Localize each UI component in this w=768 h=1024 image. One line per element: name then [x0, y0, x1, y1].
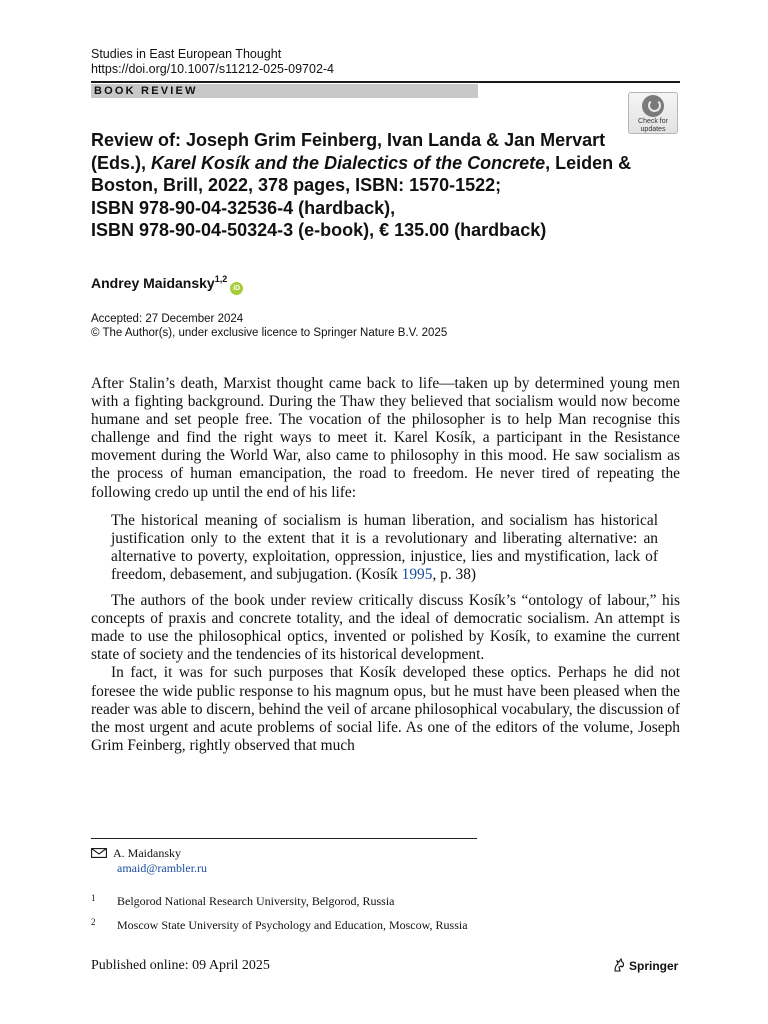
paragraph: The authors of the book under review critically discuss Kosík’s “ontology of labour,” his concepts of praxis and concrete totality, and the ideal of democratic socialism. An attempt is made to use the philosophical optics, invented or polished by Kosík, to examine the current state of society and the tendencies of its historical development.: [91, 592, 680, 664]
citation-link[interactable]: 1995: [401, 565, 433, 583]
doi-link[interactable]: https://doi.org/10.1007/s11212-025-09702-4: [91, 62, 335, 76]
check-for-updates-button[interactable]: [628, 92, 678, 134]
copyright-notice: © The Author(s), under exclusive licence to Springer Nature B.V. 2025: [91, 327, 448, 339]
article-title: Review of: Joseph Grim Feinberg, Ivan Landa & Jan Mervart (Eds.), Karel Kosík and the Dialectics of the Concrete, Leiden & Boston, Brill, 2022, 378 pages, ISBN: 1570-1522; ISBN 978-90-04-32536-4 (hardback), ISBN 978-90-04-50324-3 (e-book), € 135.00 (hardback): [91, 130, 632, 241]
footnote-rule: [91, 838, 477, 839]
affiliation-marks: 1,2: [214, 274, 228, 284]
block-quote: The historical meaning of socialism is human liberation, and socialism has historical justification only to the extent that it is a revolutionary and liberating alternative: an alternative to poverty, exploitation, oppression, injustice, lies and mystification, lack of freedom, debasement, and subjugation. (Kosík 1995, p. 38): [111, 511, 658, 583]
corresponding-name: A. Maidansky: [113, 846, 181, 860]
journal-name: Studies in East European Thought: [91, 47, 282, 61]
publisher-logo: [612, 958, 678, 974]
journal-header: [91, 47, 334, 77]
check-updates-label: Check for updates: [638, 118, 668, 133]
publisher-name: Springer: [629, 959, 679, 973]
accepted-date: Accepted: 27 December 2024: [91, 313, 244, 325]
crossmark-icon: [642, 95, 664, 117]
paragraph: In fact, it was for such purposes that Kosík developed these optics. Perhaps he did not foresee the wide public response to his magnum opus, but he must have been pleased when the reader was able to discern, behind the veil of arcane philosophical vocabulary, the discussion of the most urgent and acute problems of social life. As one of the editors of the volume, Joseph Grim Feinberg, rightly observed that much: [91, 664, 680, 754]
section-label: BOOK REVIEW: [91, 84, 478, 98]
paragraph: After Stalin’s death, Marxist thought came back to life—taken up by determined young men with a fighting background. During the Thaw they believed that socialism would now become humane and set people free. The vocation of the philosopher is to help Man recognise this challenge and find the right ways to meet it. Karel Kosík, a participant in the Resistance movement during the World War, also came to philosophy in this mood. He saw socialism as the process of human emancipation, the road to freedom. He never tired of repeating the following credo up until the end of his life:: [91, 375, 680, 501]
envelope-icon: [91, 848, 107, 858]
article-body: [91, 375, 680, 755]
email-link[interactable]: amaid@rambler.ru: [117, 861, 208, 875]
corresponding-author: [91, 846, 181, 861]
author-line: [91, 270, 243, 295]
orcid-icon[interactable]: iD: [230, 282, 243, 295]
book-title: Karel Kosík and the Dialectics of the Concrete: [151, 152, 546, 173]
header-rule: [91, 81, 680, 83]
springer-horse-icon: [612, 958, 626, 972]
published-date: Published online: 09 April 2025: [91, 958, 270, 973]
author-name[interactable]: Andrey Maidansky: [91, 275, 215, 291]
article-dates: [91, 312, 447, 340]
